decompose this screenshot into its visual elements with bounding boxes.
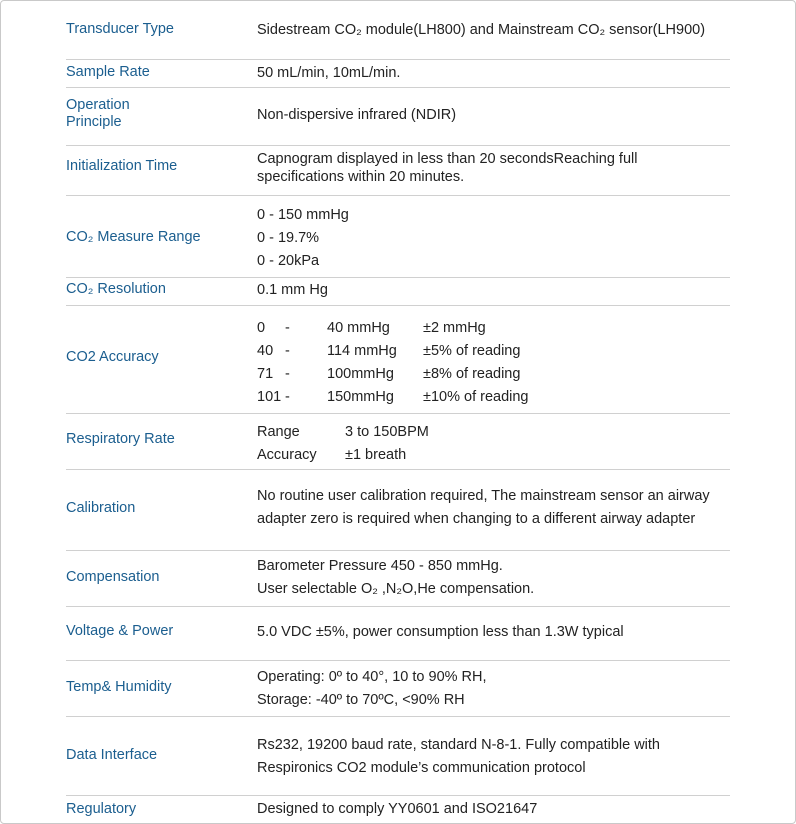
spec-label [66,801,246,818]
spec-label [66,500,246,517]
spec-label-line: Principle [66,114,122,130]
spec-value [257,150,727,186]
spec-label-line: Initialization Time [66,158,178,174]
accuracy-cell: 0 [257,320,266,336]
respiratory-cell: Range [257,424,300,440]
spec-value-line: specifications within 20 minutes. [257,169,465,185]
spec-label-line: CO2 Accuracy [66,349,159,365]
accuracy-cell: 101 [257,389,282,405]
accuracy-cell: - [285,366,290,382]
spec-label-line: Compensation [66,569,160,585]
spec-value [257,421,727,467]
spec-value [257,485,727,531]
spec-value [257,64,727,82]
respiratory-cell: ±1 breath [345,447,407,463]
accuracy-cell: - [285,389,290,405]
accuracy-cell: 100mmHg [327,366,394,382]
respiratory-cell: 3 to 150BPM [345,424,429,440]
spec-value [257,281,727,299]
spec-label [66,431,246,448]
accuracy-cell: ±8% of reading [423,366,521,382]
spec-label [66,623,246,640]
spec-value-line: Storage: -40º to 70ºC, <90% RH [257,692,465,708]
accuracy-row [257,386,727,409]
accuracy-cell: ±5% of reading [423,343,521,359]
accuracy-cell: ±2 mmHg [423,320,486,336]
spec-label-line: Operation [66,97,130,113]
spec-value-line: 0.1 mm Hg [257,282,328,298]
spec-row [66,195,730,278]
spec-value-line: 50 mL/min, 10mL/min. [257,65,401,81]
spec-label [66,349,246,366]
spec-label [66,569,246,586]
spec-row [66,305,730,414]
spec-value-line: Barometer Pressure 450 - 850 mmHg. [257,558,503,574]
accuracy-cell: 40 [257,343,274,359]
spec-row [66,469,730,551]
spec-value-line: Rs232, 19200 baud rate, standard N-8-1. Fully compatible with [257,737,660,753]
spec-value-line: Respironics CO2 module’s communication protocol [257,760,586,776]
spec-value-line: Operating: 0º to 40°, 10 to 90% RH, [257,669,487,685]
spec-label-line: Temp& Humidity [66,679,172,695]
spec-label [66,97,246,131]
spec-value-line: Sidestream CO₂ module(LH800) and Mainstream CO₂ sensor(LH900) [257,22,706,38]
spec-row [66,795,730,824]
accuracy-cell: - [285,320,290,336]
spec-label [66,21,246,38]
spec-label [66,747,246,764]
spec-value [257,666,727,712]
accuracy-row [257,317,727,340]
spec-row [66,59,730,88]
spec-value-line: 0 - 150 mmHg [257,207,349,223]
spec-label-line: Calibration [66,500,136,516]
spec-value-line: adapter zero is required when changing to a different airway adapter [257,511,696,527]
spec-value-line: 0 - 19.7% [257,230,320,246]
spec-value [257,317,727,409]
spec-value [257,623,727,641]
accuracy-row [257,340,727,363]
spec-row [66,606,730,661]
accuracy-cell: 150mmHg [327,389,394,405]
spec-row [66,550,730,607]
spec-value-line: User selectable O₂ ,N₂O,He compensation. [257,581,535,597]
respiratory-row [257,444,727,467]
spec-value [257,734,727,780]
spec-row [66,277,730,306]
spec-value [257,106,727,124]
spec-label-line: CO₂ Resolution [66,281,166,297]
spec-row [66,413,730,470]
spec-label-line: CO₂ Measure Range [66,229,201,245]
accuracy-cell: - [285,343,290,359]
accuracy-cell: ±10% of reading [423,389,529,405]
accuracy-cell: 114 mmHg [327,343,397,359]
spec-label [66,158,246,175]
spec-label-line: Data Interface [66,747,158,763]
spec-row [66,716,730,796]
spec-label [66,281,246,298]
spec-value [257,555,727,601]
accuracy-cell: 71 [257,366,274,382]
accuracy-row [257,363,727,386]
spec-value [257,21,727,39]
spec-value [257,800,727,818]
spec-label-line: Respiratory Rate [66,431,175,447]
spec-row [66,145,730,196]
spec-label-line: Voltage & Power [66,623,174,639]
spec-label-line: Transducer Type [66,21,174,37]
spec-label [66,64,246,81]
respiratory-row [257,421,727,444]
spec-value-line: 0 - 20kPa [257,253,320,269]
spec-label [66,679,246,696]
spec-value-line: No routine user calibration required, The mainstream sensor an airway [257,488,710,504]
spec-row [66,660,730,717]
spec-row [66,1,730,60]
spec-value-line: 5.0 VDC ±5%, power consumption less than 1.3W typical [257,624,624,640]
accuracy-cell: 40 mmHg [327,320,390,336]
spec-value [257,204,727,273]
respiratory-cell: Accuracy [257,447,317,463]
spec-label-line: Sample Rate [66,64,150,80]
spec-row [66,87,730,146]
spec-value-line: Non-dispersive infrared (NDIR) [257,107,457,123]
spec-value-line: Capnogram displayed in less than 20 secondsReaching full [257,151,638,167]
spec-label [66,229,246,246]
spec-label-line: Regulatory [66,801,137,817]
spec-value-line: Designed to comply YY0601 and ISO21647 [257,801,538,817]
